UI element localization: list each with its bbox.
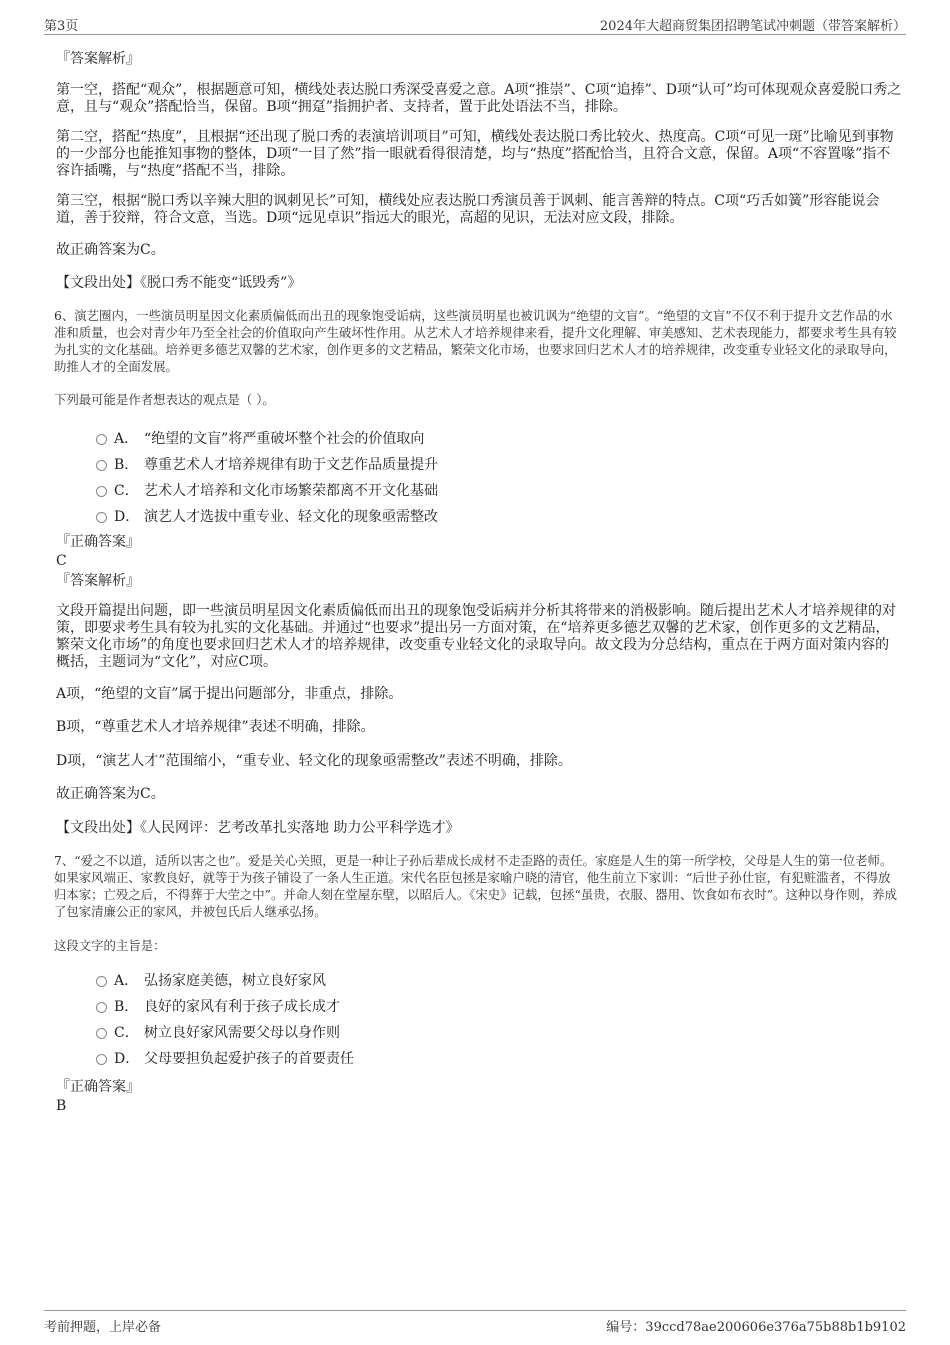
radio-icon[interactable] (96, 1028, 107, 1039)
option-b[interactable] (96, 452, 902, 478)
page-header (44, 12, 906, 35)
footer-slogan: 考前押题，上岸必备 (44, 1320, 162, 1335)
option-letter: C． (114, 483, 139, 499)
conclusion: 故正确答案为C。 (56, 786, 165, 802)
page-number: 第3页 (44, 19, 79, 34)
document-code: 编号：39ccd78ae200606e376a75b88b1b9102 (606, 1320, 906, 1335)
option-text: “绝望的文盲”将严重破坏整个社会的价值取向 (144, 431, 425, 447)
radio-icon[interactable] (96, 1002, 107, 1013)
option-b[interactable] (96, 994, 902, 1020)
source-citation: 【文段出处】《人民网评：艺考改革扎实落地 助力公平科学选才》 (56, 820, 460, 836)
option-letter: D． (114, 1051, 140, 1067)
radio-icon[interactable] (96, 460, 107, 471)
option-letter: C． (114, 1025, 139, 1041)
option-letter: A． (114, 973, 139, 989)
correct-answer: C (56, 553, 67, 569)
option-text: 父母要担负起爱护孩子的首要责任 (144, 1051, 354, 1067)
analysis-paragraph: 文段开篇提出问题，即一些演员明星因文化素质偏低而出丑的现象饱受诟病并分析其将带来的消极影响。随后提出艺术人才培养规律的对策，即要求考生具有较为扎实的文化基础。并通过“也要求”提出另一方面对策，在“培养更多德艺双馨的艺术家，创作更多的文艺精品，繁荣文化市场”的角度也要求回归艺术人才的培养规律，改变重专业轻文化的录取导向。故文段为分总结构，重点在于两方面对策内容的概括，主题词为“文化”，对应C项。 (56, 603, 896, 670)
options-list (56, 426, 902, 530)
option-a[interactable] (96, 968, 902, 994)
question-prompt: 下列最可能是作者想表达的观点是（ ）。 (54, 392, 275, 407)
analysis-paragraph: A项，“绝望的文盲”属于提出问题部分，非重点，排除。 (56, 686, 403, 702)
option-a[interactable] (96, 426, 902, 452)
option-text: 演艺人才选拔中重专业、轻文化的现象亟需整改 (144, 509, 438, 525)
option-text: 良好的家风有利于孩子成长成才 (144, 999, 340, 1015)
option-text: 树立良好家风需要父母以身作则 (144, 1025, 340, 1041)
option-letter: B． (114, 457, 139, 473)
correct-answer-label: 『正确答案』 (56, 1079, 140, 1095)
option-letter: B． (114, 999, 139, 1015)
analysis-paragraph: 第一空，搭配“观众”，根据题意可知，横线处表达脱口秀深受喜爱之意。A项“推崇”、C项“追捧”、D项“认可”均可体现观众喜爱脱口秀之意，且与“观众”搭配恰当，保留。B项“拥趸”指拥护者、支持者，置于此处语法不当，排除。 (56, 82, 902, 115)
page-footer (44, 1310, 906, 1335)
analysis-paragraph: D项，“演艺人才”范围缩小，“重专业、轻文化的现象亟需整改”表述不明确，排除。 (56, 753, 572, 769)
analysis-paragraph: B项，“尊重艺术人才培养规律”表述不明确，排除。 (56, 719, 375, 735)
conclusion: 故正确答案为C。 (56, 242, 165, 258)
option-text: 艺术人才培养和文化市场繁荣都离不开文化基础 (144, 483, 438, 499)
option-letter: A． (114, 431, 139, 447)
question-stem: 6、演艺圈内，一些演员明星因文化素质偏低而出丑的现象饱受诟病，这些演员明星也被讥讽为“绝望的文盲”。“绝望的文盲”不仅不利于提升文艺作品的水准和质量，也会对青少年乃至全社会的价值取向产生破坏性作用。从艺术人才培养规律来看，提升文化理解、审美感知、艺术表现能力，都要求考生具有较为扎实的文化基础。培养更多德艺双馨的艺术家，创作更多的文艺精品，繁荣文化市场，也要求回归艺术人才的培养规律，改变重专业轻文化的录取导向，助推人才的全面发展。 (54, 308, 897, 374)
correct-answer: B (56, 1098, 67, 1114)
analysis-paragraph: 第三空，根据“脱口秀以辛辣大胆的讽刺见长”可知，横线处应表达脱口秀演员善于讽刺、能言善辩的特点。C项“巧舌如簧”形容能说会道，善于狡辩，符合文意，当选。D项“远见卓识”指远大的眼光，高超的见识，无法对应文段，排除。 (56, 193, 880, 226)
question-prompt: 这段文字的主旨是： (54, 938, 166, 953)
analysis-label: 『答案解析』 (56, 51, 140, 67)
analysis-label: 『答案解析』 (56, 573, 140, 589)
radio-icon[interactable] (96, 976, 107, 987)
analysis-paragraph: 第二空，搭配“热度”，且根据“还出现了脱口秀的表演培训项目”可知，横线处表达脱口秀比较火、热度高。C项“可见一斑”比喻见到事物的一少部分也能推知事物的整体，D项“一目了然”指一眼就看得很清楚，均与“热度”搭配恰当，且符合文意，保留。A项“不容置喙”指不容许插嘴，与“热度”搭配不当，排除。 (56, 129, 894, 179)
radio-icon[interactable] (96, 512, 107, 523)
question-stem: 7、“爱之不以道，适所以害之也”。爱是关心关照，更是一种让子孙后辈成长成材不走歪路的责任。家庭是人生的第一所学校，父母是人生的第一位老师。如果家风端正、家教良好，就等于为孩子铺设了一条人生正道。宋代名臣包拯是家喻户晓的清官，他生前立下家训：“后世子孙仕宦，有犯赃滥者，不得放归本家；亡殁之后，不得葬于大茔之中”。并命人刻在堂屋东壁，以昭后人。《宋史》记载，包拯“虽贵，衣服、器用、饮食如布衣时”。这种以身作则，养成了包家清廉公正的家风，并被包氏后人继承弘扬。 (54, 853, 897, 919)
option-text: 尊重艺术人才培养规律有助于文艺作品质量提升 (144, 457, 438, 473)
option-d[interactable] (96, 1046, 902, 1072)
option-c[interactable] (96, 478, 902, 504)
option-letter: D． (114, 509, 140, 525)
correct-answer-label: 『正确答案』 (56, 534, 140, 550)
radio-icon[interactable] (96, 1054, 107, 1065)
options-list (56, 968, 902, 1072)
option-text: 弘扬家庭美德，树立良好家风 (144, 973, 326, 989)
source-citation: 【文段出处】《脱口秀不能变“诋毁秀”》 (56, 275, 302, 291)
option-c[interactable] (96, 1020, 902, 1046)
radio-icon[interactable] (96, 486, 107, 497)
document-title: 2024年大超商贸集团招聘笔试冲刺题（带答案解析） (599, 19, 906, 34)
radio-icon[interactable] (96, 434, 107, 445)
page-content (56, 48, 902, 1115)
option-d[interactable] (96, 504, 902, 530)
